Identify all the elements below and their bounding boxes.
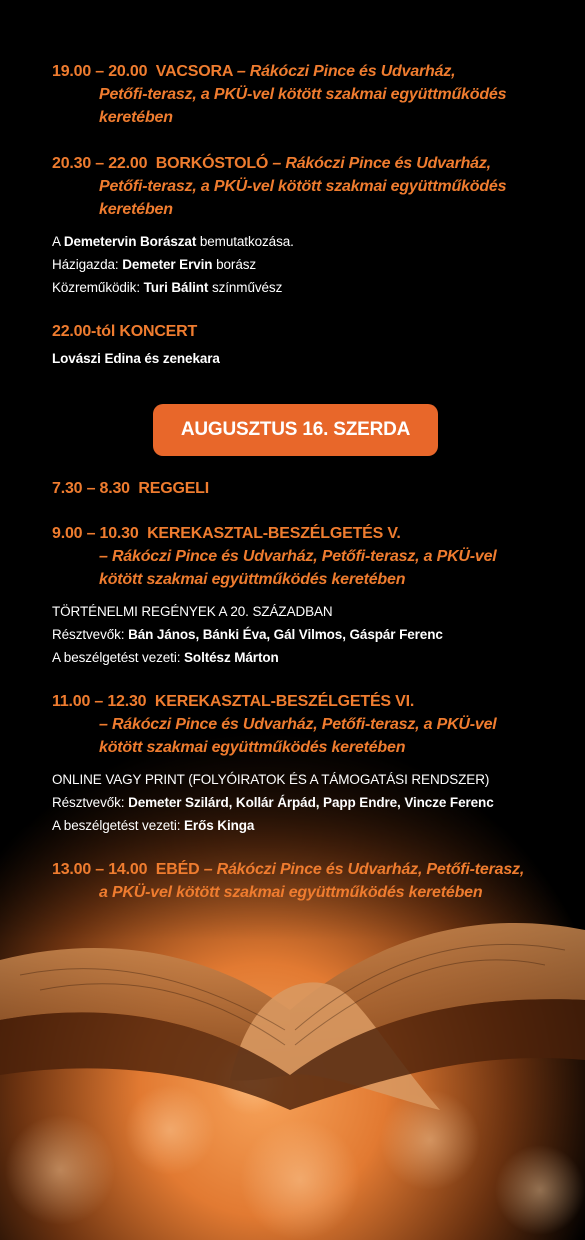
item-time: 9.00 – 10.30 (52, 525, 139, 542)
item-venue: – Rákóczi Pince és Udvarház, (272, 155, 491, 172)
moderator-line (52, 814, 494, 837)
item-venue-line: – Rákóczi Pince és Udvarház, Petőfi-terasz, a PKÜ-vel (99, 548, 497, 565)
participants-label: Résztvevők: (52, 627, 129, 642)
item-time: 20.30 – 22.00 (52, 155, 148, 172)
item-venue-line: Petőfi-terasz, a PKÜ-vel kötött szakmai együttműködés (99, 86, 507, 103)
detail-text: színművész (208, 280, 283, 295)
item-venue-line: kötött szakmai együttműködés keretében (99, 571, 406, 588)
item-venue-line: Petőfi-terasz, a PKÜ-vel kötött szakmai együttműködés (99, 178, 507, 195)
detail-text: bemutatkozása. (196, 234, 294, 249)
borkostolo-details (52, 230, 294, 299)
item-title: BORKÓSTOLÓ (155, 155, 269, 172)
item-time: 13.00 – 14.00 (52, 861, 148, 878)
detail-text: A (52, 234, 64, 249)
item-title: EBÉD (155, 861, 200, 878)
koncert-title: 22.00-tól KONCERT (52, 323, 198, 340)
item-venue: – Rákóczi Pince és Udvarház, (236, 63, 456, 80)
program-item-borkostolo (52, 152, 506, 221)
moderator-label: A beszélgetést vezeti: (52, 818, 185, 833)
host-name: Demeter Ervin (122, 257, 213, 272)
performer-name: Turi Bálint (143, 280, 209, 295)
moderator-label: A beszélgetést vezeti: (52, 650, 185, 665)
participants-label: Résztvevők: (52, 795, 129, 810)
item-venue: – Rákóczi Pince és Udvarház, Petőfi-terasz, (203, 861, 525, 878)
item-venue-line: – Rákóczi Pince és Udvarház, Petőfi-terasz, a PKÜ-vel (99, 716, 497, 733)
detail-line (52, 253, 294, 276)
moderator-line (52, 646, 443, 669)
item-venue-line: kötött szakmai együttműködés keretében (99, 739, 406, 756)
program-item-reggeli (52, 477, 209, 500)
topic: TÖRTÉNELMI REGÉNYEK A 20. SZÁZADBAN (52, 604, 333, 619)
winery-name: Demetervin Borászat (63, 234, 197, 249)
item-title: KEREKASZTAL-BESZÉLGETÉS V. (147, 525, 401, 542)
topic: ONLINE VAGY PRINT (FOLYÓIRATOK ÉS A TÁMOGATÁSI RENDSZER) (52, 772, 490, 787)
item-venue-line: a PKÜ-vel kötött szakmai együttműködés keretében (99, 884, 483, 901)
item-time: 7.30 – 8.30 (52, 480, 130, 497)
item-venue-line: keretében (99, 109, 173, 126)
detail-label: Közreműködik: (52, 280, 144, 295)
moderator: Soltész Márton (184, 650, 279, 665)
item-title: KEREKASZTAL-BESZÉLGETÉS VI. (154, 693, 415, 710)
program-item-kerekasztal-6 (52, 690, 497, 759)
participants-line (52, 791, 494, 814)
program-item-vacsora (52, 60, 506, 129)
detail-label: Házigazda: (52, 257, 123, 272)
kerekasztal-5-details (52, 600, 443, 669)
moderator: Erős Kinga (184, 818, 255, 833)
detail-text: borász (212, 257, 257, 272)
kerekasztal-6-details (52, 768, 494, 837)
participants: Bán János, Bánki Éva, Gál Vilmos, Gáspár Ferenc (128, 627, 443, 642)
item-title: REGGELI (138, 480, 209, 497)
item-venue-line: keretében (99, 201, 173, 218)
program-item-kerekasztal-5 (52, 522, 497, 591)
item-time: 19.00 – 20.00 (52, 63, 148, 80)
detail-line (52, 276, 294, 299)
koncert-performer: Lovászi Edina és zenekara (52, 351, 220, 366)
participants-line (52, 623, 443, 646)
day-label-badge: AUGUSZTUS 16. SZERDA (153, 404, 438, 456)
item-title: VACSORA (155, 63, 233, 80)
item-time: 11.00 – 12.30 (52, 693, 147, 710)
detail-line (52, 230, 294, 253)
participants: Demeter Szilárd, Kollár Árpád, Papp Endre, Vincze Ferenc (128, 795, 494, 810)
program-item-ebed (52, 858, 524, 904)
